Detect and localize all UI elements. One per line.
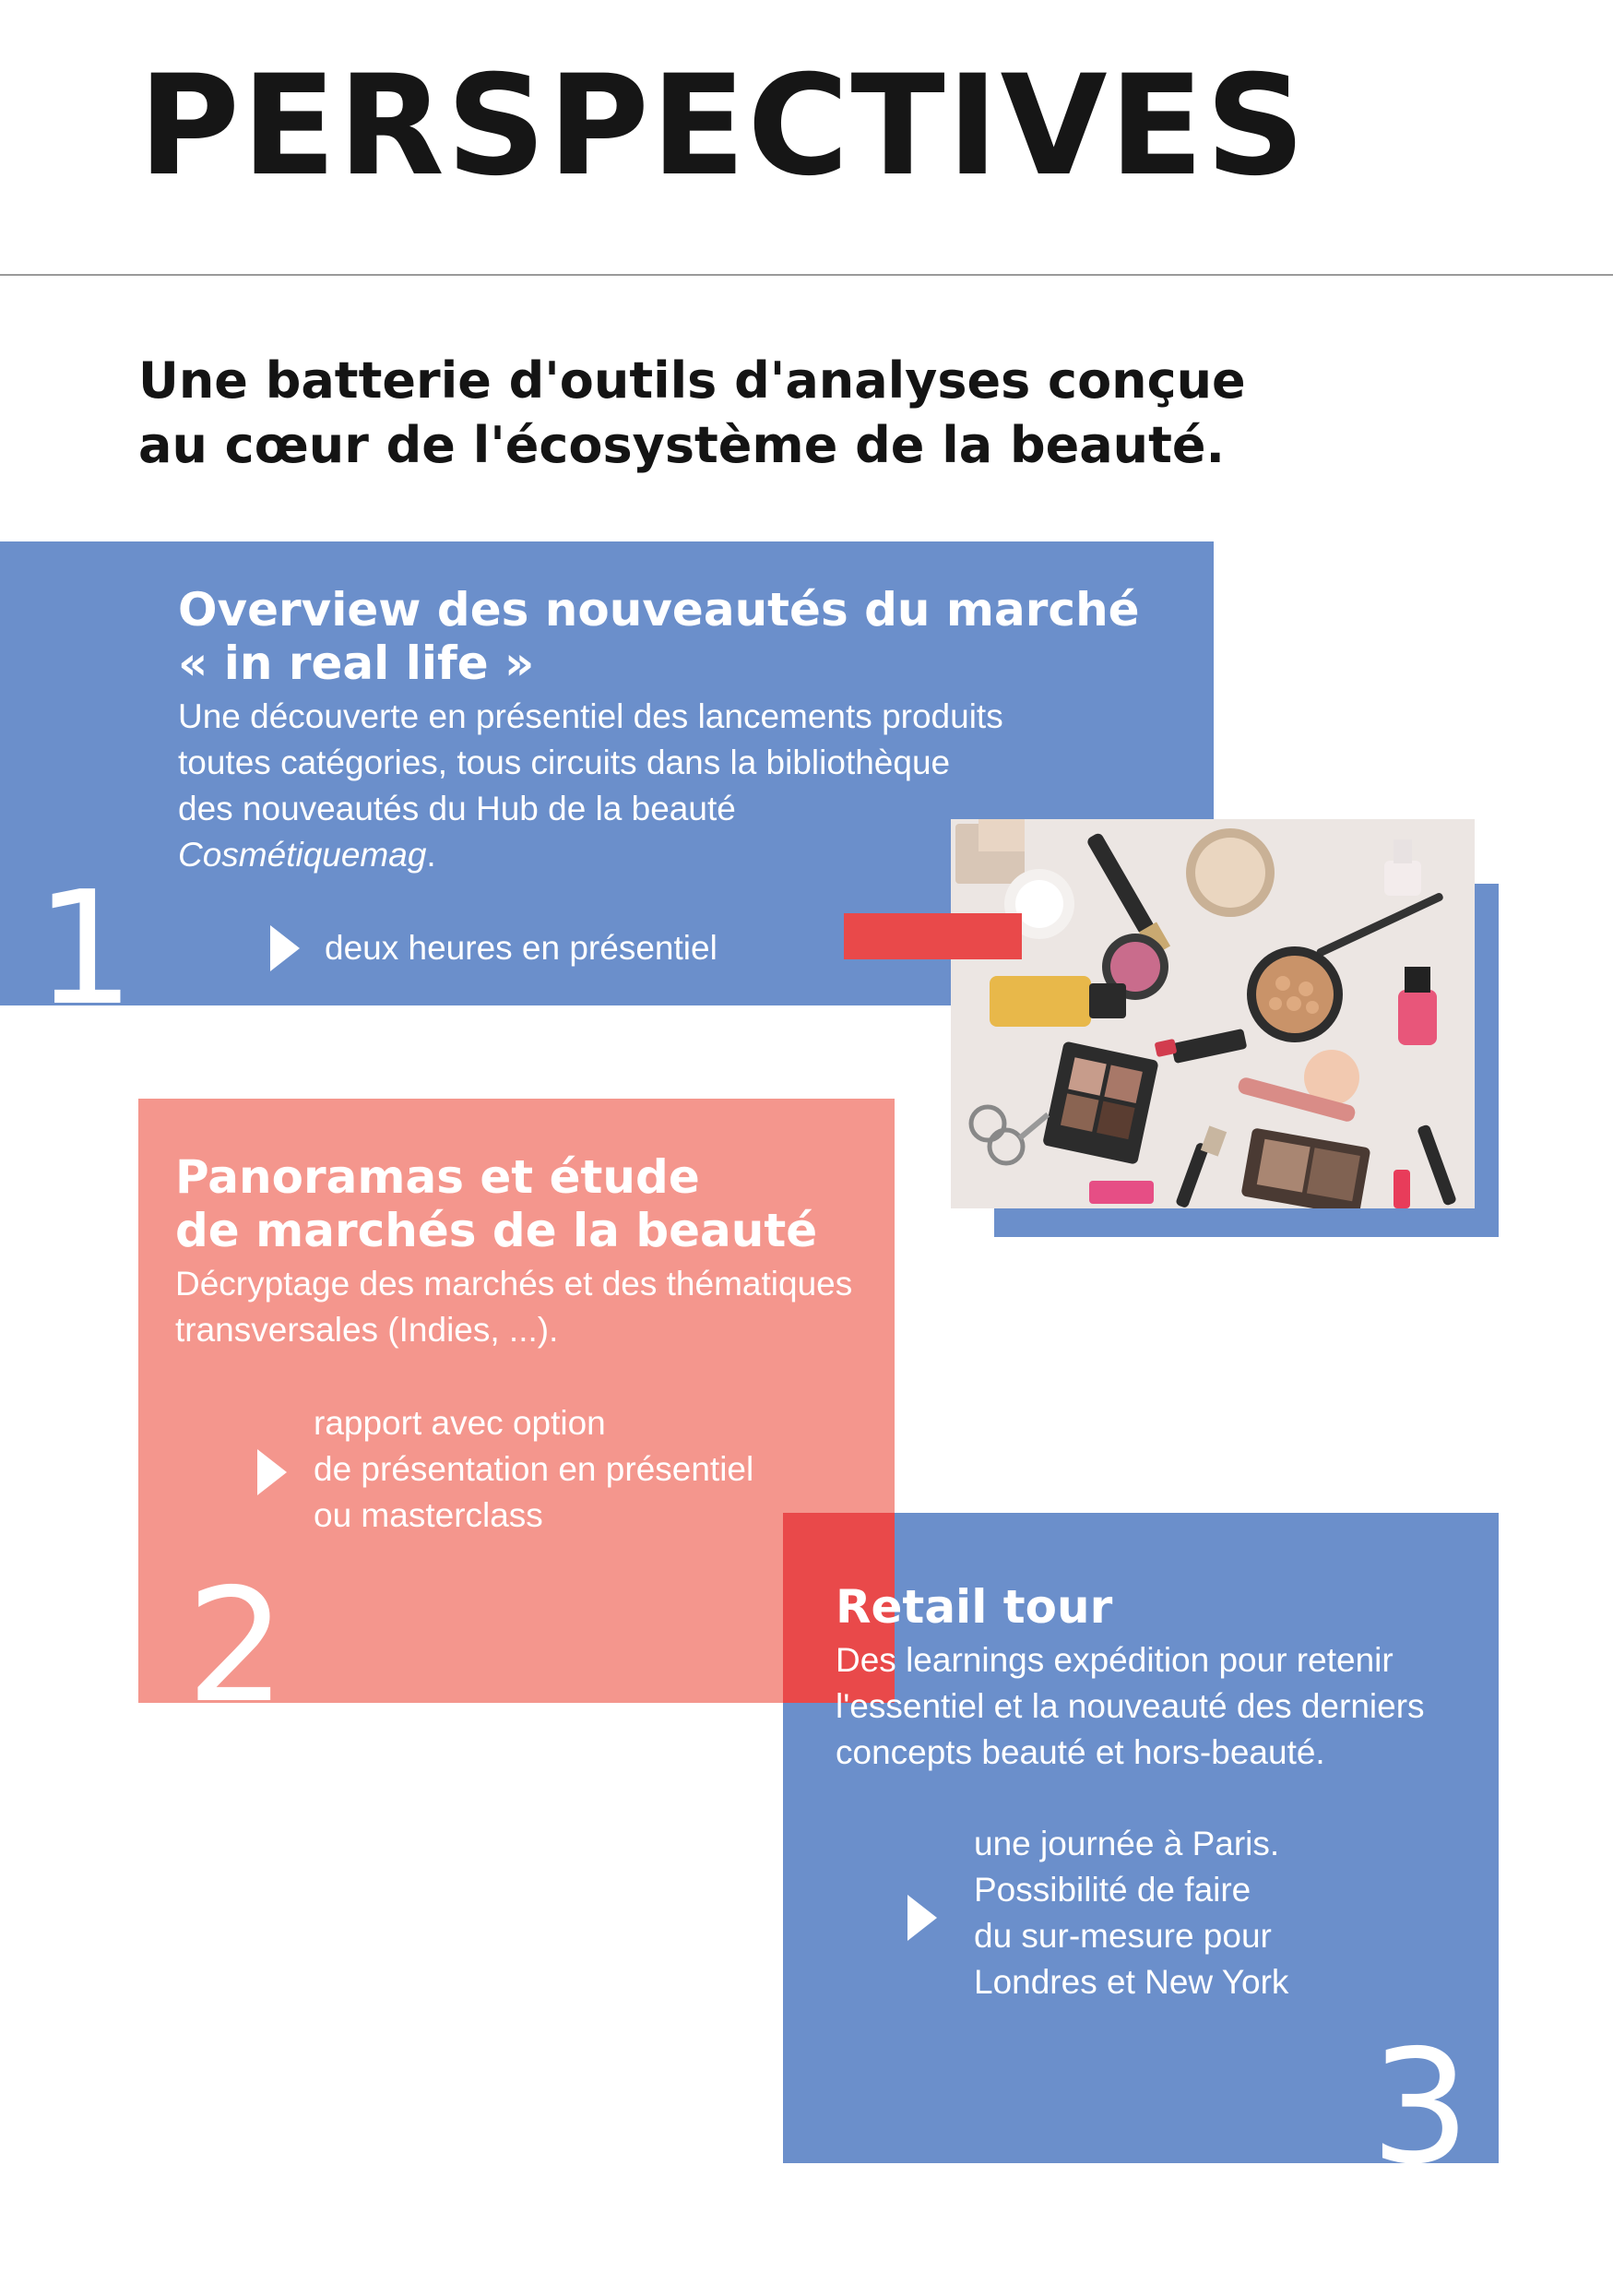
- desc-line: transversales (Indies, ...).: [175, 1311, 559, 1349]
- bullet-line: une journée à Paris.: [974, 1825, 1280, 1862]
- block-1-number: 1: [35, 871, 136, 1005]
- block-1-title: [178, 583, 1192, 690]
- block-3-number: 3: [1370, 2029, 1471, 2163]
- block-3-title: [836, 1580, 1481, 1634]
- bullet-line: Londres et New York: [974, 1963, 1289, 2001]
- block-2-title: [175, 1150, 876, 1257]
- triangle-bullet-icon: [907, 1895, 937, 1941]
- brand-name: Cosmétiquemag: [178, 836, 427, 874]
- bullet-line: Possibilité de faire: [974, 1871, 1251, 1909]
- bullet-line: du sur-mesure pour: [974, 1917, 1272, 1955]
- bullet-line: deux heures en présentiel: [325, 929, 718, 967]
- desc-line: l'essentiel et la nouveauté des derniers: [836, 1687, 1425, 1725]
- block-3-description: [836, 1637, 1481, 1776]
- bullet-line: ou masterclass: [314, 1496, 543, 1534]
- triangle-bullet-icon: [257, 1449, 287, 1495]
- subtitle-line: au cœur de l'écosystème de la beauté.: [138, 416, 1226, 474]
- page-subtitle: [138, 349, 1337, 478]
- desc-line: toutes catégories, tous circuits dans la bibliothèque: [178, 744, 951, 781]
- desc-line: Décryptage des marchés et des thématiques: [175, 1265, 853, 1303]
- page-title: PERSPECTIVES: [138, 46, 1308, 207]
- block-1-bullet: [325, 925, 718, 971]
- block-3-bullet: [974, 1821, 1472, 2005]
- red-accent-bar: [844, 913, 1022, 959]
- title-line: « in real life »: [178, 636, 535, 690]
- title-line: de marchés de la beauté: [175, 1204, 818, 1257]
- desc-suffix: .: [426, 836, 436, 874]
- title-line: Retail tour: [836, 1580, 1113, 1634]
- title-line: Panoramas et étude: [175, 1150, 700, 1204]
- bullet-line: de présentation en présentiel: [314, 1450, 754, 1488]
- title-line: Overview des nouveautés du marché: [178, 583, 1140, 636]
- desc-line: Des learnings expédition pour retenir: [836, 1641, 1394, 1679]
- block-2-description: [175, 1261, 885, 1353]
- bullet-line: rapport avec option: [314, 1404, 606, 1442]
- block-2-bullet: [314, 1400, 885, 1539]
- block-2-number: 2: [186, 1568, 287, 1703]
- header-divider: [0, 274, 1613, 276]
- desc-line: Une découverte en présentiel des lancements produits: [178, 697, 1003, 735]
- block-1-description: [178, 694, 1100, 878]
- desc-line: des nouveautés du Hub de la beauté: [178, 790, 736, 827]
- desc-line: concepts beauté et hors-beauté.: [836, 1733, 1325, 1771]
- triangle-bullet-icon: [270, 925, 300, 971]
- subtitle-line: Une batterie d'outils d'analyses conçue: [138, 351, 1246, 410]
